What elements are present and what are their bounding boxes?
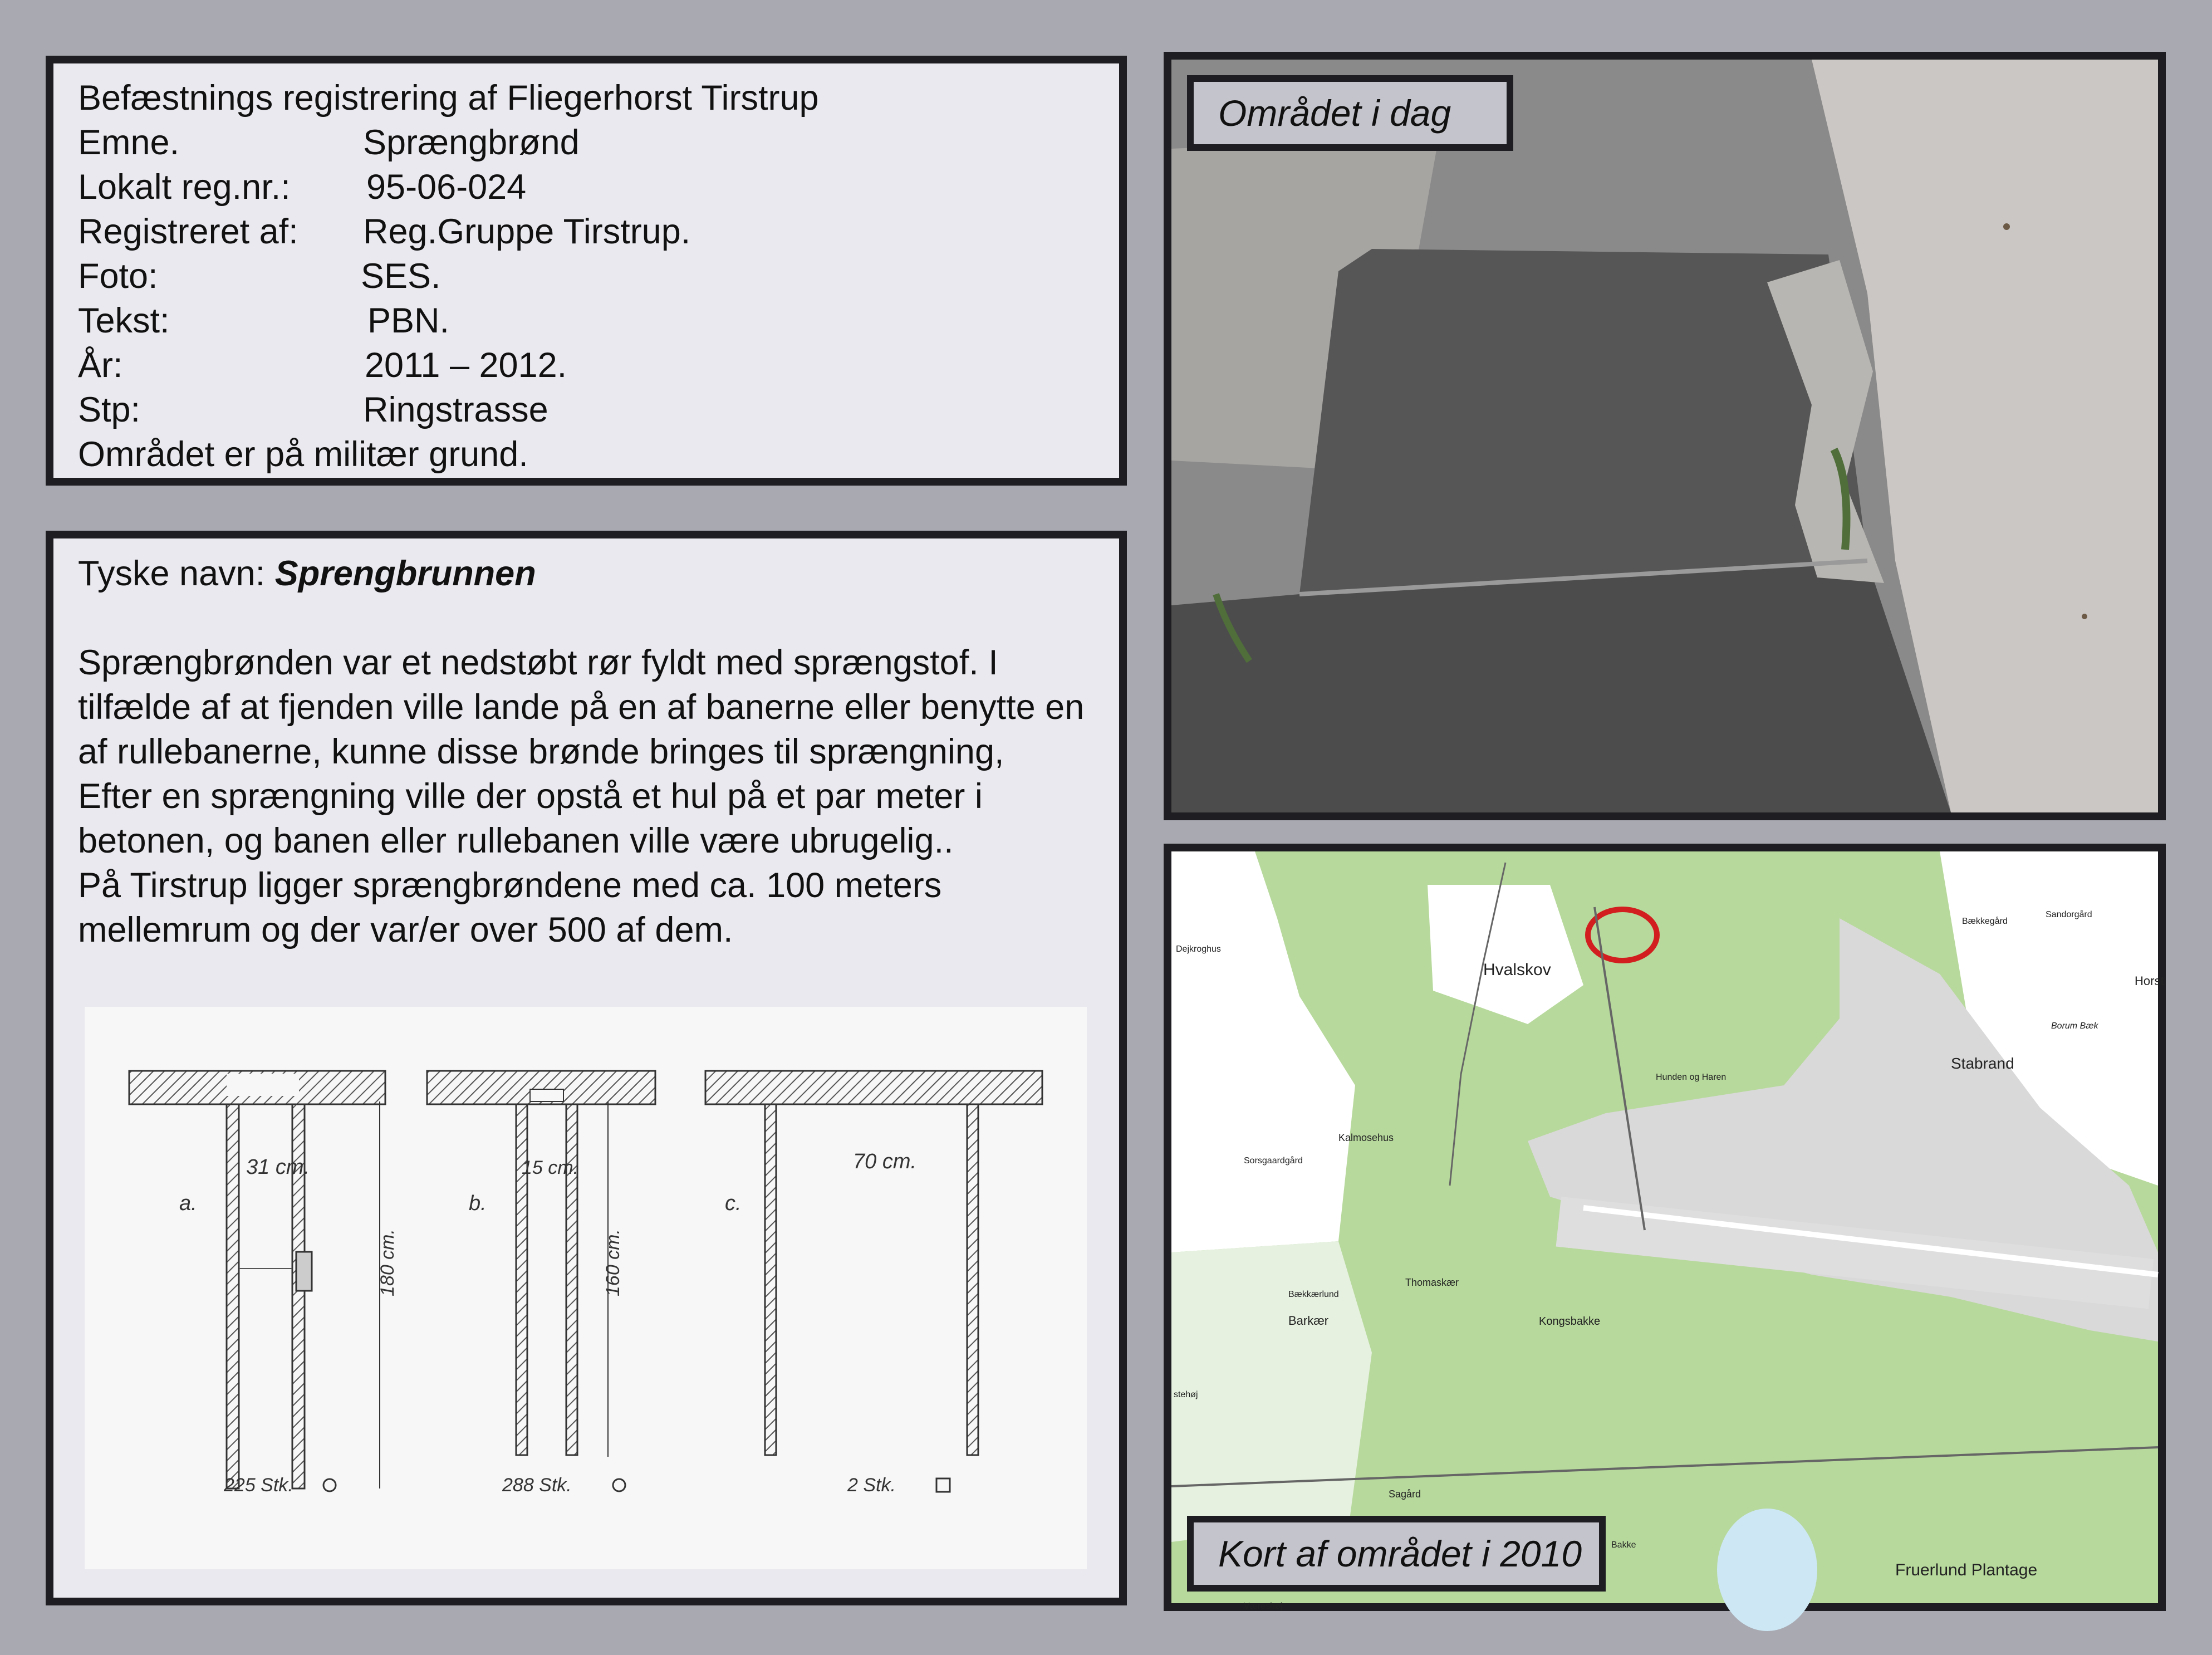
- map-label-stehoj: stehøj: [1174, 1390, 1198, 1399]
- concrete-photo-image: [1171, 60, 2158, 812]
- map-label-hunden: Hunden og Haren: [1656, 1073, 1727, 1082]
- topographic-map: [1171, 851, 2164, 1611]
- drawing-figure-b: [427, 1071, 655, 1496]
- map-label-sandorgaard: Sandorgård: [2046, 910, 2092, 919]
- figure-c-width: 70 cm.: [853, 1150, 917, 1173]
- photo-caption: Området i dag: [1187, 75, 1513, 151]
- description-paragraph-1: Sprængbrønden var et nedstøbt rør fyldt med sprængstof. I tilfælde af at fjenden ville lande på en af banerne eller benytte en af rullebanerne, kunne disse brønde bringes til sprængning,: [78, 643, 1085, 771]
- german-name-value: Sprengbrunnen: [274, 554, 536, 593]
- drawing-figure-a: [129, 1071, 398, 1496]
- map-label-fruerlund: Fruerlund Plantage: [1895, 1561, 2038, 1579]
- value-emne: Sprængbrønd: [363, 123, 580, 162]
- map-label-soesgaard: Sorsgaardgård: [1244, 1156, 1303, 1166]
- label-stp: Stp:: [78, 390, 141, 429]
- description-paragraph-3: På Tirstrup ligger sprængbrøndene med ca. 100 meters mellemrum og der var/er over 500 af dem.: [78, 866, 942, 949]
- map-label-baekkegaard: Bækkegård: [1962, 917, 2008, 926]
- label-reg-nr: Lokalt reg.nr.:: [78, 168, 291, 207]
- label-tekst: Tekst:: [78, 301, 170, 340]
- description-paragraph-2: Efter en sprængning ville der opstå et hul på et par meter i betonen, og banen eller rullebanen ville være ubrugelig..: [78, 777, 983, 860]
- drawing-svg: [85, 1007, 1087, 1569]
- value-stp: Ringstrasse: [363, 390, 548, 429]
- value-foto: SES.: [361, 257, 441, 296]
- figure-b-count: 288 Stk.: [502, 1475, 572, 1496]
- area-map: [1164, 844, 2166, 1611]
- german-name: [78, 551, 536, 596]
- figure-a-depth: 180 cm.: [377, 1229, 398, 1296]
- figure-b-letter: b.: [469, 1192, 487, 1215]
- map-label-barkaer: Barkær: [1288, 1314, 1329, 1328]
- label-emne: Emne.: [78, 123, 180, 162]
- figure-a-letter: a.: [179, 1192, 197, 1215]
- figure-b-depth: 160 cm.: [602, 1229, 624, 1296]
- map-label-hvalskov: Hvalskov: [1483, 961, 1551, 979]
- map-label-stabrand: Stabrand: [1951, 1055, 2014, 1072]
- description-text: [78, 640, 1114, 952]
- map-label-kongsbakke: Kongsbakke: [1539, 1315, 1601, 1328]
- map-caption: Kort af området i 2010: [1187, 1516, 1606, 1592]
- map-label-dejkroghus: Dejkroghus: [1176, 944, 1221, 954]
- figure-c-count: 2 Stk.: [847, 1475, 896, 1496]
- value-tekst: PBN.: [367, 301, 450, 340]
- label-registreret: Registreret af:: [78, 212, 298, 251]
- drawing-figure-c: [705, 1071, 1042, 1496]
- label-aar: År:: [78, 346, 123, 385]
- figure-a-count: 225 Stk.: [224, 1475, 293, 1496]
- site-photo: [1164, 52, 2166, 820]
- figure-b-width: 15 cm.: [522, 1157, 579, 1178]
- map-label-sagaard: Sagård: [1389, 1488, 1421, 1500]
- label-foto: Foto:: [78, 257, 158, 296]
- figure-c-letter: c.: [725, 1192, 742, 1215]
- value-reg-nr: 95-06-024: [366, 168, 527, 207]
- map-label-baekkaer: Bækkærlund: [1288, 1290, 1339, 1299]
- registration-footer: Området er på militær grund.: [78, 435, 528, 474]
- german-name-label: Tyske navn:: [78, 554, 266, 593]
- map-label-thomaskaer: Thomaskær: [1405, 1277, 1459, 1288]
- registration-title: Befæstnings registrering af Fliegerhorst Tirstrup: [78, 79, 819, 117]
- map-label-bakke: Bakke: [1611, 1540, 1636, 1550]
- map-label-kalmosehus: Kalmosehus: [1338, 1132, 1394, 1143]
- technical-drawing: [85, 1007, 1087, 1569]
- value-aar: 2011 – 2012.: [365, 346, 567, 385]
- map-label-horst: Horst: [2135, 974, 2164, 988]
- map-label-vaereshoj: Væreshøj: [1244, 1602, 1283, 1611]
- map-label-borum: Borum Bæk: [2051, 1021, 2098, 1031]
- figure-a-width: 31 cm.: [246, 1155, 310, 1179]
- value-registreret: Reg.Gruppe Tirstrup.: [363, 212, 691, 251]
